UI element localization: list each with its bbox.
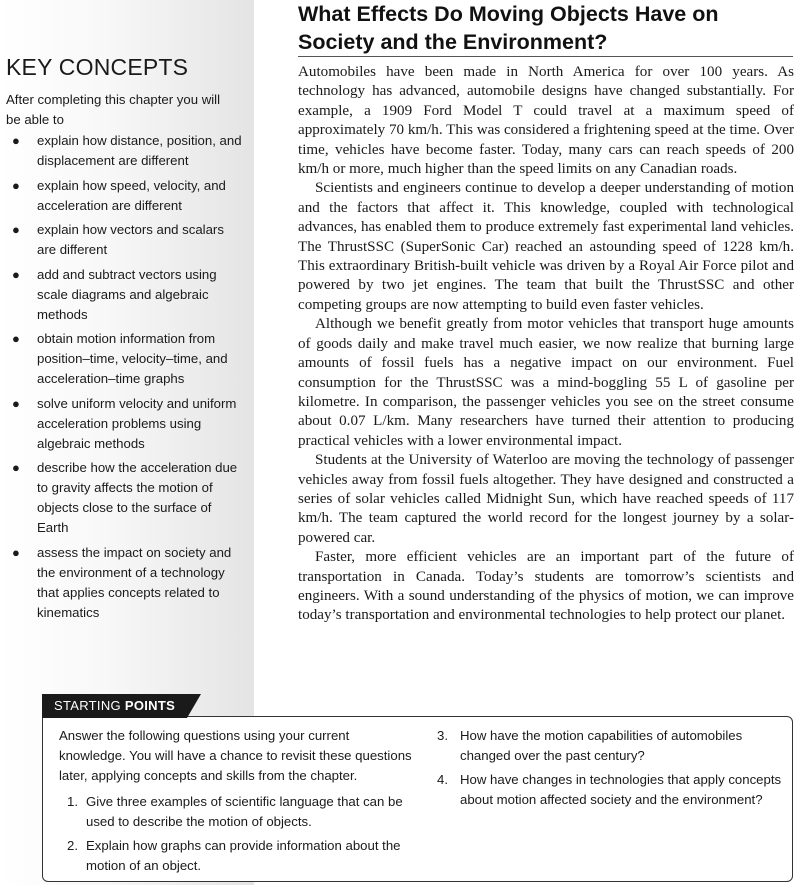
- article-paragraph: Although we benefit greatly from motor vehicles that transport huge amounts of goods daily and make travel much easier, we now realize that burning large amounts of fossil fuels has a negative impact on our environment. Fuel consumption for the ThrustSSC was a mind-boggling 55 L of gasoline per kilometre. In comparison, the passenger vehicles you see on the street consume about 0.07 L/km. Many researchers have turned their attention to producing practical vehicles with a lower environmental impact.: [298, 316, 794, 449]
- list-item-text: add and subtract vectors using scale diagrams and algebraic methods: [37, 266, 217, 322]
- question-item: [59, 792, 419, 832]
- list-item: [12, 543, 244, 623]
- question-text: Give three examples of scientific language that can be used to describe the motion of objects.: [86, 794, 403, 829]
- question-number: 2.: [67, 838, 78, 853]
- question-text: How have changes in technologies that apply concepts about motion affected society and the environment?: [460, 772, 782, 807]
- starting-points-right-column: [433, 726, 783, 814]
- list-item: [12, 131, 244, 171]
- list-item-text: obtain motion information from position–time, velocity–time, and acceleration–time graphs: [37, 331, 228, 386]
- bullet-icon: ●: [12, 266, 20, 282]
- list-item: [12, 394, 244, 454]
- bullet-icon: ●: [12, 544, 20, 560]
- bullet-icon: ●: [12, 331, 20, 346]
- list-item-text: explain how speed, velocity, and acceleration are different: [37, 177, 226, 213]
- bullet-icon: ●: [12, 460, 20, 475]
- list-item: [12, 458, 244, 538]
- question-text: Explain how graphs can provide information about the motion of an object.: [86, 838, 401, 873]
- question-item: [433, 770, 783, 810]
- bullet-icon: ●: [12, 222, 20, 237]
- list-item-text: solve uniform velocity and uniform acceleration problems using algebraic methods: [37, 395, 237, 451]
- article-body: [298, 63, 794, 626]
- list-item: [12, 176, 244, 216]
- bullet-icon: ●: [12, 395, 20, 411]
- question-item: [59, 836, 419, 876]
- list-item: [12, 265, 244, 325]
- question-number: 3.: [437, 728, 448, 743]
- bullet-icon: ●: [12, 133, 20, 148]
- starting-points-left-column: [59, 726, 419, 876]
- title-divider: [298, 56, 793, 57]
- article-paragraph: Automobiles have been made in North America for over 100 years. As technology has advanced, automobile designs have changed substantially. For example, a 1909 Ford Model T could travel at a maximum speed of approximately 70 km/h. This was considered a frightening speed at the time. Over time, vehicles have become faster. Today, many cars can reach speeds of 200 km/h or more, much higher than the speed limits on any Canadian roads.: [298, 64, 795, 178]
- bullet-icon: ●: [12, 177, 20, 193]
- question-number: 1.: [67, 794, 78, 809]
- key-concepts-intro: After completing this chapter you will be able to: [6, 92, 221, 127]
- list-item-text: describe how the acceleration due to gravity affects the motion of objects close to the surface of Earth: [37, 460, 238, 535]
- starting-points-tab-bold: POINTS: [124, 698, 176, 713]
- question-item: [433, 726, 783, 766]
- list-item: [12, 220, 244, 260]
- list-item: [12, 329, 244, 389]
- list-item-text: assess the impact on society and the environment of a technology that applies concepts related to kinematics: [37, 544, 232, 620]
- key-concepts-list: [12, 131, 244, 627]
- question-number: 4.: [437, 772, 448, 787]
- list-item-text: explain how vectors and scalars are different: [37, 222, 224, 257]
- article-title: What Effects Do Moving Objects Have on Society and the Environment?: [298, 2, 719, 54]
- starting-points-box: [42, 716, 793, 882]
- article-paragraph: Faster, more efficient vehicles are an important part of the future of transportation in Canada. Today’s students are tomorrow’s scientists and engineers. With a sound understanding of the physics of motion, we can improve today’s transportation and environmental technologies to help protect our planet.: [298, 549, 794, 624]
- article-paragraph: Scientists and engineers continue to develop a deeper understanding of motion and the factors that affect it. This knowledge, coupled with technological advances, has enabled them to produce extremely fast experimental land vehicles. The ThrustSSC (SuperSonic Car) reached an astounding speed of 1228 km/h. This extraordinary British-built vehicle was driven by a Royal Air Force pilot and powered by two jet engines. The team that built the ThrustSSC and other competing groups are now attempting to build even faster vehicles.: [298, 180, 794, 313]
- question-text: How have the motion capabilities of automobiles changed over the past century?: [460, 728, 743, 763]
- starting-points-intro: Answer the following questions using your current knowledge. You will have a chance to revisit these questions later, applying concepts and skills from the chapter.: [59, 728, 412, 783]
- key-concepts-title: KEY CONCEPTS: [6, 54, 189, 80]
- article-paragraph: Students at the University of Waterloo are moving the technology of passenger vehicles away from fossil fuels altogether. They have designed and constructed a series of solar vehicles called Midnight Sun, which have reached speeds of 117 km/h. The team captured the world record for the longest journey by a solar-powered car.: [298, 452, 794, 546]
- list-item-text: explain how distance, position, and displacement are different: [37, 133, 242, 168]
- starting-points-tab-prefix: STARTING: [54, 698, 125, 713]
- starting-points-tab: [42, 694, 187, 718]
